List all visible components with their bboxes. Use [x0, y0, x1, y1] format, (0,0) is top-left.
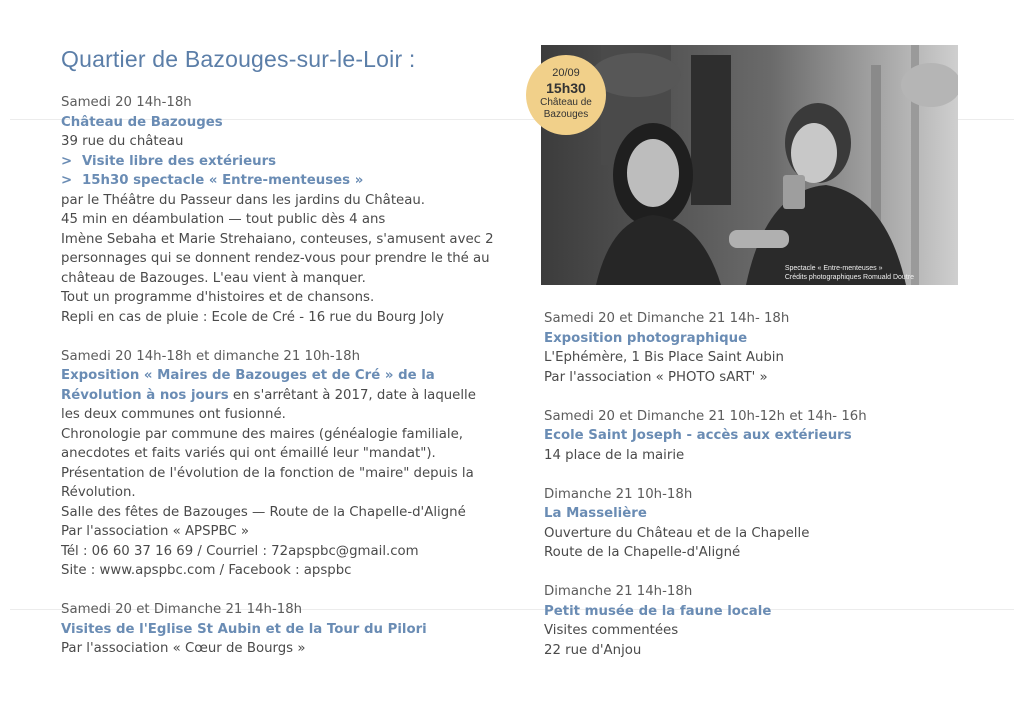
event-date: Dimanche 21 10h-18h	[544, 486, 693, 502]
event-date: Samedi 20 et Dimanche 21 10h-12h et 14h- 16h	[544, 408, 867, 424]
event-text: Visites commentées	[544, 623, 679, 638]
event-text: Imène Sebaha et Marie Strehaiano, conteuses, s'amusent avec 2	[61, 231, 494, 247]
event-date: Dimanche 21 14h-18h	[544, 584, 693, 599]
badge-date: 20/09	[552, 67, 580, 79]
event-date: Samedi 20 14h-18h	[61, 95, 192, 110]
event-text: château de Bazouges. L'eau vient à manquer.	[61, 270, 366, 286]
event-text: Route de la Chapelle-d'Aligné	[544, 545, 741, 560]
event-venue: La Masselière	[544, 506, 647, 521]
website-line: Site : www.apspbc.com / Facebook : apspbc	[61, 563, 352, 578]
arrow-icon: >	[61, 153, 73, 169]
event-text: les deux communes ont fusionné.	[61, 407, 286, 422]
event-text: Par l'association « Cœur de Bourgs »	[61, 641, 306, 656]
event-text: personnages qui se donnent rendez-vous pour prendre le thé au	[61, 251, 490, 266]
program-item: > 15h30 spectacle « Entre-menteuses »	[61, 171, 511, 191]
event-text: 45 min en déambulation — tout public dès 4 ans	[61, 212, 386, 227]
event-venue: Petit musée de la faune locale	[544, 603, 772, 619]
event-venue: Exposition photographique	[544, 330, 748, 346]
event-text: Révolution à nos jours en s'arrêtant à 2017, date à laquelle	[61, 387, 476, 403]
event-text: Tout un programme d'histoires et de chansons.	[61, 290, 375, 305]
event-address: 39 rue du château	[61, 134, 184, 149]
event-text: Présentation de l'évolution de la fonction de "maire" depuis la	[61, 465, 474, 481]
event-text: 14 place de la mairie	[544, 447, 685, 463]
photo-credit: Spectacle « Entre-menteuses » Crédits photographiques Romuald Doutre	[784, 265, 914, 281]
event-text: par le Théâtre du Passeur dans les jardins du Château.	[61, 192, 426, 208]
date-badge	[526, 55, 606, 135]
event-text: Par l'association « APSPBC »	[61, 524, 250, 539]
program-item: > Visite libre des extérieurs	[61, 152, 511, 172]
event-date: Samedi 20 et Dimanche 21 14h-18h	[61, 602, 303, 617]
page-title: Quartier de Bazouges-sur-le-Loir :	[61, 46, 416, 72]
event-text: Ouverture du Château et de la Chapelle	[544, 525, 810, 541]
event-date: Samedi 20 et Dimanche 21 14h- 18h	[544, 311, 790, 326]
event-text: L'Ephémère, 1 Bis Place Saint Aubin	[544, 350, 784, 365]
badge-place: Bazouges	[543, 109, 589, 120]
badge-place: Château de	[540, 97, 592, 108]
badge-time: 15h30	[546, 80, 586, 96]
event-date: Samedi 20 14h-18h et dimanche 21 10h-18h	[61, 348, 361, 364]
event-text: anecdotes et faits variés qui ont émaillé leur "mandat").	[61, 446, 436, 461]
left-column	[61, 93, 511, 659]
event-text: Par l'association « PHOTO sART' »	[544, 369, 768, 385]
right-column	[544, 309, 964, 660]
event-text: Repli en cas de pluie : Ecole de Cré - 16 rue du Bourg Joly	[61, 309, 444, 325]
event-text: Chronologie par commune des maires (généalogie familiale,	[61, 426, 463, 442]
event-venue: Visites de l'Eglise St Aubin et de la Tour du Pilori	[61, 621, 427, 637]
event-text: 22 rue d'Anjou	[544, 642, 642, 658]
event-venue: Château de Bazouges	[61, 114, 223, 130]
event-venue: Ecole Saint Joseph - accès aux extérieurs	[544, 428, 852, 443]
event-venue: Exposition « Maires de Bazouges et de Cré » de la	[61, 368, 435, 383]
contact-line: Tél : 06 60 37 16 69 / Courriel : 72apspbc@gmail.com	[61, 543, 419, 559]
event-text: Salle des fêtes de Bazouges — Route de la Chapelle-d'Aligné	[61, 504, 466, 520]
event-text: Révolution.	[61, 485, 136, 500]
arrow-icon: >	[61, 173, 73, 188]
